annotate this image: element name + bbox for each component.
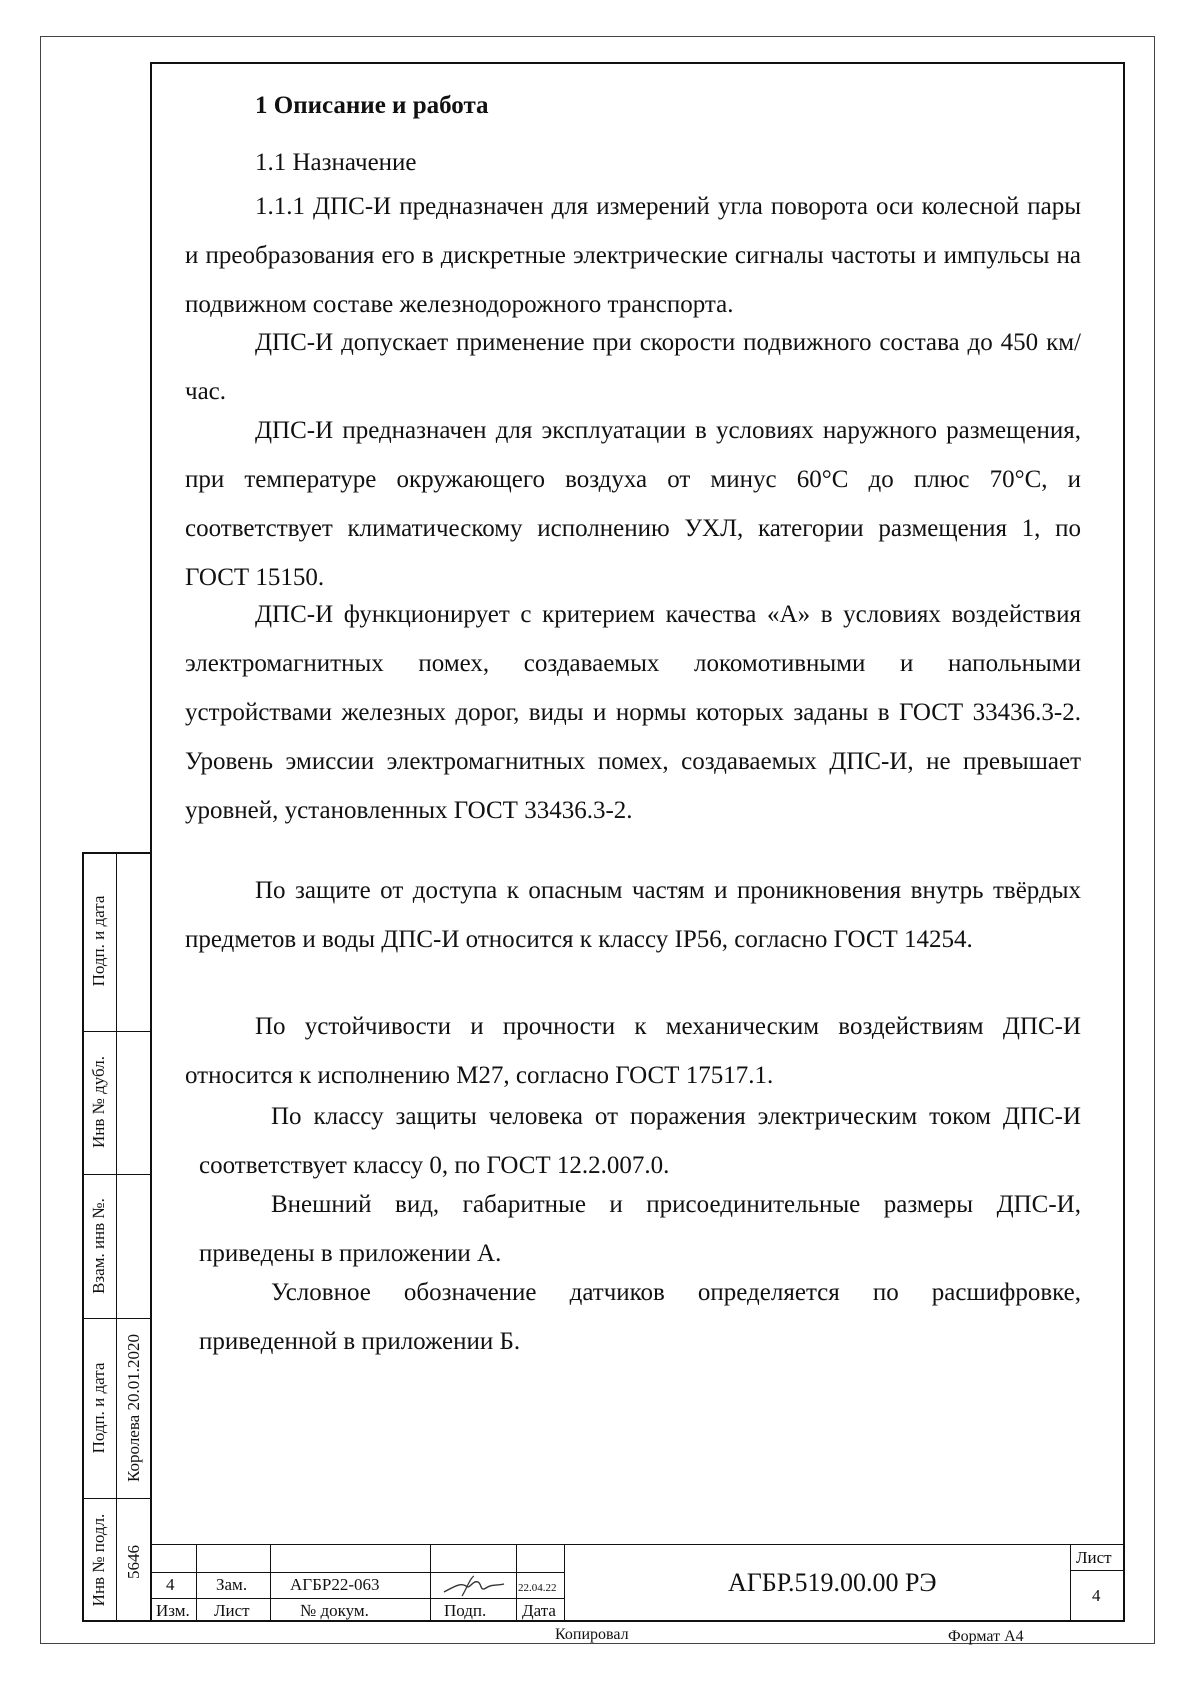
side-inv-podl-value: 5646 [124,1545,143,1579]
side-podp-value: Королева 20.01.2020 [124,1334,143,1482]
podp-label: Подп. [444,1601,487,1620]
paragraph-climate: ДПС-И предназначен для эксплуатации в условиях наружного размещения, при температуре окружающего воздуха от минус 60°С до плюс 70°С, и соответствует климатическому исполнению УХЛ, категории размещения 1, по ГОСТ 15150. [185,417,1081,591]
tb-col-3 [430,1544,431,1622]
sheet-label: Лист [1076,1548,1112,1567]
paragraph-speed: ДПС-И допускает применение при скорости подвижного состава до 450 км/час. [185,329,1081,405]
tb-col-4 [516,1544,517,1622]
paragraph-emc: ДПС-И функционирует с критерием качества «А» в условиях воздействия электромагнитных помех, создаваемых локомотивными и напольными устройствами железных дорог, виды и нормы которых заданы в ГОСТ 33436.3-2. Уровень эмиссии электромагнитных помех, создаваемых ДПС-И, не превышает уровней, установленных ГОСТ 33436.3-2. [185,601,1081,824]
title-block-top [150,1544,1125,1545]
dokum-value: АГБР22-063 [290,1575,380,1594]
list-value: Зам. [216,1575,248,1594]
format-label: Формат А4 [948,1628,1024,1645]
subsection-heading: 1.1 Назначение [255,149,417,176]
list-label: Лист [214,1601,250,1620]
side-inv-dubl: Инв № дубл. [89,1056,108,1149]
tb-sheet-line [1070,1570,1125,1571]
tb-col-2 [270,1544,271,1622]
tb-col-1 [196,1544,197,1622]
copied-label: Копировал [555,1626,629,1643]
document-number: АГБР.519.00.00 РЭ [728,1568,937,1597]
side-vzam-inv: Взам. инв №. [89,1198,108,1294]
side-inv-podl: Инв № подл. [89,1513,108,1607]
date-value: 22.04.22 [518,1582,557,1594]
section-heading: 1 Описание и работа [255,92,489,119]
izm-value: 4 [166,1575,175,1594]
paragraph-ip: По защите от доступа к опасным частям и проникновения внутрь твёрдых предметов и воды ДПС-И относится к классу IP56, согласно ГОСТ 14254. [185,877,1081,953]
paragraph-electric-safety: По классу защиты человека от поражения электрическим током ДПС-И соответствует классу 0, по ГОСТ 12.2.007.0. [199,1103,1081,1179]
tb-col-6 [1070,1544,1071,1622]
izm-label: Изм. [156,1601,190,1620]
side-podp-data-top: Подп. и дата [89,895,108,987]
sheet-number: 4 [1092,1586,1101,1605]
paragraph-dimensions: Внешний вид, габаритные и присоединительные размеры ДПС-И, приведены в приложении А. [199,1191,1081,1267]
data-label: Дата [522,1601,556,1620]
side-podp-data-bottom: Подп. и дата [89,1362,108,1454]
paragraph-purpose: 1.1.1 ДПС-И предназначен для измерений угла поворота оси колесной пары и преобразования его в дискретные электрические сигналы частоты и импульсы на подвижном составе железнодорожного транспорта. [185,193,1081,318]
paragraph-designation: Условное обозначение датчиков определяется по расшифровке, приведенной в приложении Б. [199,1279,1081,1355]
tb-col-5 [564,1544,565,1622]
signature-image [440,1572,510,1600]
paragraph-mechanical: По устойчивости и прочности к механическим воздействиям ДПС-И относится к исполнению М27, согласно ГОСТ 17517.1. [185,1013,1081,1089]
dokum-label: № докум. [300,1601,369,1620]
side-stamp-divider [116,852,117,1622]
